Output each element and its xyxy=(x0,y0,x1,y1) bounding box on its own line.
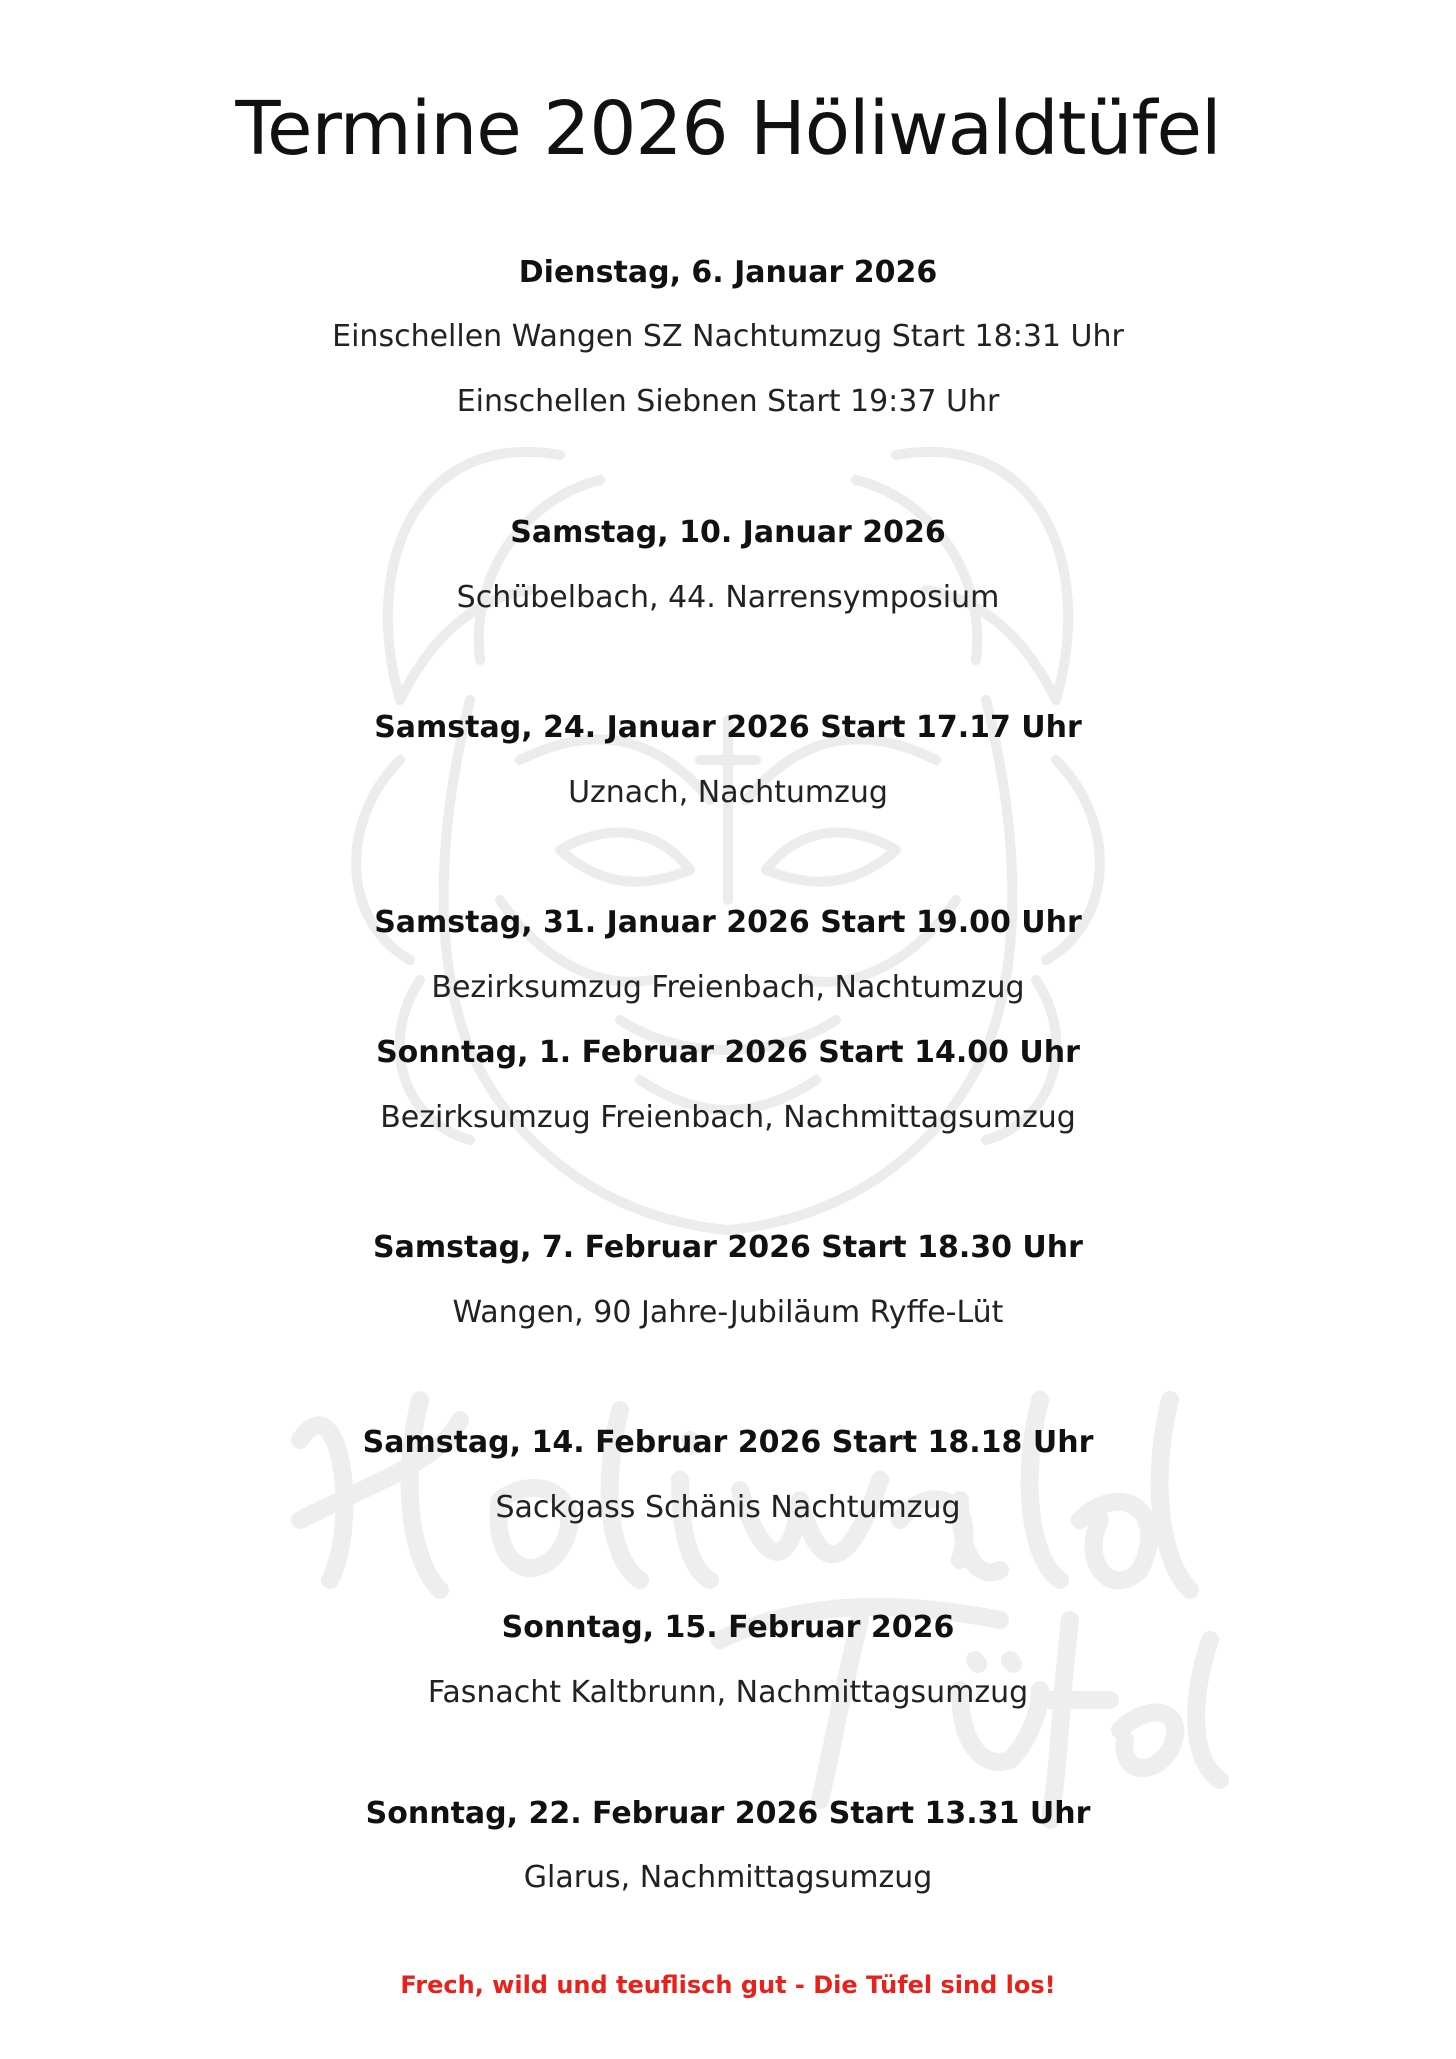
event-date: Dienstag, 6. Januar 2026 xyxy=(518,255,938,290)
event-detail: Einschellen Wangen SZ Nachtumzug Start 18:31 Uhr xyxy=(332,319,1124,354)
event-date: Samstag, 24. Januar 2026 Start 17.17 Uhr xyxy=(374,710,1082,745)
event-detail: Sackgass Schänis Nachtumzug xyxy=(495,1490,961,1525)
event-date: Sonntag, 1. Februar 2026 Start 14.00 Uhr xyxy=(376,1035,1080,1070)
slogan-text: Frech, wild und teuflisch gut - Die Tüfel sind los! xyxy=(400,1971,1056,1999)
event-detail: Glarus, Nachmittagsumzug xyxy=(523,1860,933,1895)
event-date: Samstag, 7. Februar 2026 Start 18.30 Uhr xyxy=(373,1230,1083,1265)
event-date: Samstag, 10. Januar 2026 xyxy=(510,515,946,550)
event-detail: Uznach, Nachtumzug xyxy=(568,775,888,810)
page-title: Termine 2026 Höliwaldtüfel xyxy=(235,86,1221,172)
event-date: Samstag, 14. Februar 2026 Start 18.18 Uhr xyxy=(362,1425,1094,1460)
event-detail: Wangen, 90 Jahre-Jubiläum Ryffe-Lüt xyxy=(452,1295,1004,1330)
event-detail: Bezirksumzug Freienbach, Nachtumzug xyxy=(431,970,1025,1005)
event-detail: Schübelbach, 44. Narrensymposium xyxy=(456,580,1000,615)
event-detail: Einschellen Siebnen Start 19:37 Uhr xyxy=(456,384,1000,419)
event-detail: Bezirksumzug Freienbach, Nachmittagsumzug xyxy=(380,1100,1076,1135)
event-date: Samstag, 31. Januar 2026 Start 19.00 Uhr xyxy=(374,905,1082,940)
event-detail: Fasnacht Kaltbrunn, Nachmittagsumzug xyxy=(427,1675,1029,1710)
event-date: Sonntag, 15. Februar 2026 xyxy=(501,1610,955,1645)
event-date: Sonntag, 22. Februar 2026 Start 13.31 Uhr xyxy=(365,1796,1091,1831)
